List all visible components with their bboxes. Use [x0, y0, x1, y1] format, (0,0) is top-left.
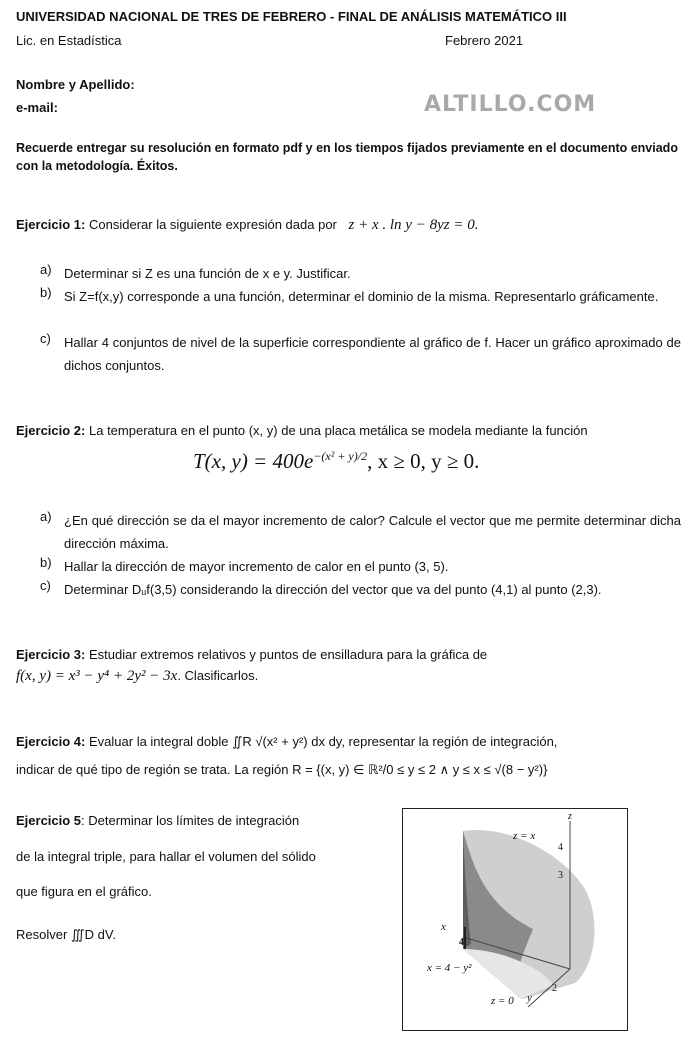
exam-date: Febrero 2021: [445, 33, 524, 48]
watermark: ALTILLO.COM: [424, 92, 597, 117]
exercise-1-intro: Considerar la siguiente expresión dada por: [89, 217, 337, 232]
solid-figure-svg: [403, 809, 627, 1030]
exercise-5-resolve: Resolver ∭D dV.: [16, 927, 116, 942]
exercise-2-label: Ejercicio 2:: [16, 423, 86, 438]
exercise-4-label: Ejercicio 4:: [16, 734, 86, 749]
exercise-2-formula: T(x, $y) = 400e^{-(x^2 + y)/2}$, x ≥ 0, y ≥ 0.: [193, 449, 480, 473]
exercise-5-line-2: de la integral triple, para hallar el volumen del sólido: [16, 849, 316, 864]
exercise-2-heading: [16, 423, 588, 438]
exercise-2-intro: La temperatura en el punto (x, y) de una placa metálica se modela mediante la función: [89, 423, 588, 438]
axis-label-z: z: [568, 811, 572, 822]
exercise-5-label: Ejercicio 5: [16, 813, 82, 828]
exercise-4-text-2: indicar de qué tipo de región se trata. La región R = {(x, y) ∈ ℝ²/0 ≤ y ≤ 2 ∧ y ≤ x ≤ √(8 − y²)}: [16, 762, 548, 777]
exercise-5-line-3: que figura en el gráfico.: [16, 884, 152, 899]
tick-z-3: 3: [558, 870, 563, 881]
email-field-label: e-mail:: [16, 100, 58, 115]
exercise-4-line-1: [16, 734, 681, 750]
exercise-3-formula: f(x, y) = x³ − y⁴ + 2y² − 3x: [16, 668, 178, 684]
exercise-1-label: Ejercicio 1:: [16, 217, 86, 232]
exercise-5-line-1: Ejercicio 5: Determinar los límites de integración: [16, 813, 300, 828]
exercise-3-intro: Estudiar extremos relativos y puntos de ensilladura para la gráfica de: [89, 647, 488, 662]
career-label: Lic. en Estadística: [16, 33, 122, 48]
exercise-3-heading: [16, 647, 487, 662]
exercise-3-label: Ejercicio 3:: [16, 647, 86, 662]
tick-y-2: 2: [552, 983, 557, 994]
name-field-label: Nombre y Apellido:: [16, 77, 135, 92]
exercise-4-text-1: Evaluar la integral doble ∬R √(x² + y²) dx dy, representar la región de integración,: [89, 734, 558, 749]
tick-z-4: 4: [558, 842, 563, 853]
label-z-equals-0: z = 0: [491, 995, 514, 1007]
axis-label-y: y: [527, 992, 532, 1004]
label-z-equals-x: z = x: [513, 830, 536, 842]
axis-label-x: x: [441, 921, 446, 933]
instructions: Recuerde entregar su resolución en formato pdf y en los tiempos fijados previamente en el documento enviado con la metodología. Éxitos.: [16, 141, 678, 173]
tick-x-4: 4: [459, 937, 464, 948]
exercise-1-formula: z + x . ln y − 8yz = 0.: [348, 217, 479, 233]
solid-figure: [402, 808, 628, 1031]
label-x-equals-4-minus-y2: x = 4 − y²: [427, 962, 472, 974]
exercise-3-formula-line: f(x, y) = x³ − y⁴ + 2y² − 3x. Clasificarlos.: [16, 668, 259, 684]
document-title: UNIVERSIDAD NACIONAL DE TRES DE FEBRERO - FINAL DE ANÁLISIS MATEMÁTICO III: [16, 9, 567, 24]
exercise-1-heading: [16, 217, 478, 234]
